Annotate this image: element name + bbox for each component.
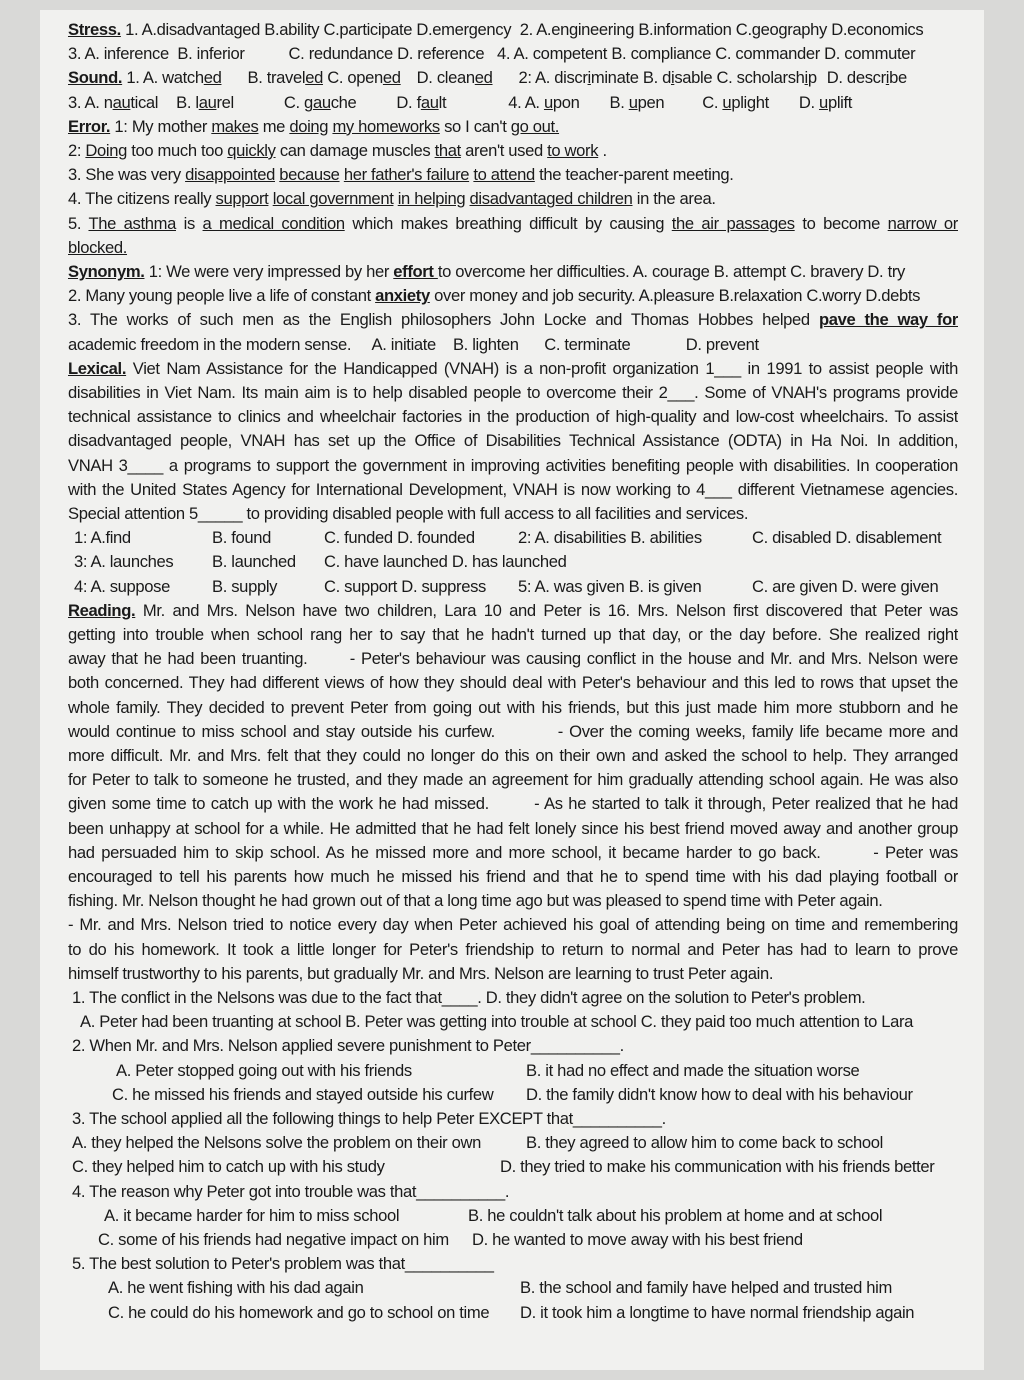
sound-q3-a-rest: tical: [130, 92, 159, 112]
error-s3-u2: because: [279, 165, 340, 185]
reading-line-1: [68, 599, 958, 623]
error-s5-u4: narrow or: [887, 213, 958, 233]
error-s5-u2: a medical condition: [202, 213, 345, 233]
sound-q3-c: C. g: [283, 92, 313, 112]
sound-q4-b-underline: u: [628, 92, 638, 112]
reading-line-10: [68, 817, 958, 841]
question-2: [68, 1034, 958, 1058]
stress-q3b: B. inferior: [177, 44, 245, 64]
question-4-option-d: D. he wanted to move away with his best friend: [472, 1230, 803, 1250]
error-s1-u3: my homeworks: [332, 116, 440, 136]
question-4-option-b: B. he couldn't talk about his problem at home and at school: [468, 1205, 883, 1225]
sound-q3-b-underline: au: [198, 92, 217, 112]
reading-text: had persuaded him to skip school. As he missed more and more school, it became harder to go back. - Peter was: [68, 842, 958, 862]
sound-q2-c-rest: p: [807, 68, 817, 88]
error-s1-u4: go out.: [510, 116, 560, 136]
sound-q2-b-rest: sable: [674, 68, 713, 88]
stress-q2: 2. A.engineering B.information C.geography D.economics: [519, 20, 924, 39]
sound-q3-b: B. l: [176, 92, 199, 112]
lexical-line-5: [68, 454, 958, 478]
question-5: [68, 1252, 958, 1276]
lexical-o4a: 4: A. suppose: [74, 576, 171, 596]
sound-q2-c-underline: i: [804, 68, 808, 88]
lexical-o1a: 1: A.find: [74, 528, 131, 548]
sound-q4-d-underline: u: [819, 92, 828, 112]
synonym-s1-text: 1: We were very impressed by her: [144, 262, 394, 282]
sound-q2-b-underline: i: [670, 68, 675, 88]
sound-q1-d: D. clean: [416, 68, 475, 88]
lexical-text: VNAH 3____ a programs to support the government in improving activities benefiting people with disabilities. In cooperation: [68, 455, 958, 475]
error-s5-text: to become: [794, 213, 888, 233]
error-s2-text: 2:: [68, 141, 86, 161]
sound-q4-a-underline: u: [543, 92, 553, 112]
sound-q1-a-underline: ed: [203, 68, 222, 88]
sound-q4-b: B.: [609, 92, 629, 112]
lexical-o2a: 2: A. disabilities B. abilities: [518, 528, 702, 548]
sound-q4-a: 4. A.: [508, 92, 544, 112]
stress-q4: 4. A. competent B. compliance C. commander D. commuter: [497, 44, 916, 64]
reading-line-7: [68, 744, 958, 768]
error-line-4: [68, 187, 958, 211]
error-s4-u4: disadvantaged children: [469, 189, 633, 209]
question-3-option-a: A. they helped the Nelsons solve the problem on their own: [72, 1133, 481, 1153]
question-3-row-2: [68, 1155, 958, 1179]
synonym-label: Synonym.: [68, 262, 145, 282]
error-line-6: [68, 236, 958, 260]
error-s5-u5: blocked.: [68, 237, 128, 257]
question-2-option-b: B. it had no effect and made the situation worse: [526, 1060, 860, 1080]
synonym-line-1: [68, 260, 958, 284]
sound-q3-a-underline: au: [112, 92, 131, 112]
error-line-5: [68, 212, 958, 236]
error-label: Error.: [68, 116, 111, 136]
lexical-o4b: B. supply: [212, 576, 278, 596]
error-s5-u3: the air passages: [671, 213, 795, 233]
reading-text: whole family. They decided to prevent Peter from going out with his friends, but this just made him more stubborn and he: [68, 697, 958, 717]
reading-line-14: [68, 913, 958, 937]
sound-q4-b-rest: pen: [637, 92, 665, 112]
lexical-line-6: [68, 478, 958, 502]
reading-text: for Peter to talk to someone he trusted, and they made an agreement for him gradually attending school again. He was also: [68, 770, 958, 790]
reading-text: both concerned. They had different views of how they should deal with Peter's behaviour and this led to rows that upset the: [68, 673, 958, 693]
error-s1-text: so I can't: [439, 116, 511, 136]
stress-line-2: [68, 42, 958, 66]
reading-line-16: [68, 962, 958, 986]
sound-q1-b-underline: ed: [305, 68, 323, 88]
sound-line-1: [68, 66, 958, 90]
sound-q2-d-underline: i: [885, 68, 890, 88]
lexical-line-1: [68, 357, 958, 381]
question-5-text: 5. The best solution to Peter's problem was that__________: [72, 1254, 494, 1274]
lexical-options-1: [68, 526, 958, 550]
question-2-option-a: A. Peter stopped going out with his friends: [116, 1060, 412, 1080]
sound-q3-d-rest: lt: [438, 92, 447, 112]
lexical-options-2: [68, 550, 958, 574]
error-s2-text: too much too: [127, 141, 228, 161]
reading-line-6: [68, 720, 958, 744]
sound-q2-a-rest: minate: [590, 68, 639, 88]
question-4-text: 4. The reason why Peter got into trouble was that__________.: [72, 1181, 510, 1201]
error-s4-text: in the area.: [632, 189, 716, 209]
sound-q1-d-underline: ed: [474, 68, 493, 88]
question-2-option-c: C. he missed his friends and stayed outside his curfew: [112, 1084, 494, 1104]
question-4: [68, 1180, 958, 1204]
sound-q1-c-underline: ed: [382, 68, 401, 88]
sound-q1-b: B. travel: [247, 68, 306, 88]
sound-q3-c-underline: au: [312, 92, 331, 112]
reading-label: Reading.: [68, 600, 136, 620]
reading-text: been unhappy at school for a while. He admitted that he had felt lonely since his best friend moved away and another group: [68, 818, 958, 838]
question-3-option-d: D. they tried to make his communication with his friends better: [500, 1157, 935, 1177]
question-5-option-d: D. it took him a longtime to have normal friendship again: [520, 1302, 915, 1322]
sound-label: Sound.: [68, 68, 123, 88]
lexical-options-3: [68, 575, 958, 599]
sound-q3-a: 3. A. n: [68, 92, 113, 112]
lexical-line-7: [68, 502, 958, 526]
reading-line-5: [68, 696, 958, 720]
question-1: [68, 986, 958, 1010]
reading-line-8: [68, 768, 958, 792]
lexical-o3c: C. have launched D. has launched: [324, 552, 567, 572]
question-2-option-d: D. the family didn't know how to deal with his behaviour: [526, 1084, 913, 1104]
reading-line-4: [68, 671, 958, 695]
reading-text: away that he had been truanting. - Peter's behaviour was causing conflict in the house and Mr. and Mrs. Nelson were: [68, 649, 958, 669]
sound-q2-a-underline: i: [587, 68, 591, 88]
sound-q3-d-underline: au: [420, 92, 439, 112]
error-line-2: [68, 139, 958, 163]
sound-line-2: [68, 91, 958, 115]
question-1-text: 1. The conflict in the Nelsons was due to the fact that____. D. they didn't agree on the solution to Peter's problem.: [72, 988, 866, 1008]
question-4-option-a: A. it became harder for him to miss school: [104, 1205, 400, 1225]
question-3-option-c: C. they helped him to catch up with his study: [72, 1157, 385, 1177]
question-2-text: 2. When Mr. and Mrs. Nelson applied severe punishment to Peter__________.: [72, 1036, 624, 1056]
error-s2-text: can damage muscles: [275, 141, 435, 161]
synonym-s2-text: 2. Many young people live a life of constant: [68, 286, 376, 306]
question-4-option-c: C. some of his friends had negative impact on him: [98, 1230, 449, 1250]
error-s2-text: aren't used: [460, 141, 548, 161]
error-s2-u2: quickly: [227, 141, 276, 161]
reading-text: to do his homework. It took a little longer for Peter's friendship to return to normal and Peter has had to learn to prove: [68, 939, 958, 959]
sound-q4-a-rest: pon: [552, 92, 580, 112]
error-s5-text: which makes breathing difficult by causing: [344, 213, 672, 233]
error-s4-u2: local government: [272, 189, 394, 209]
question-4-row-2: [68, 1228, 958, 1252]
sound-q4-d: D.: [798, 92, 820, 112]
lexical-line-3: [68, 405, 958, 429]
synonym-s3-text: 3. The works of such men as the English philosophers John Locke and Thomas Hobbes helped: [68, 310, 819, 330]
reading-text: more difficult. Mr. and Mrs. felt that they could no longer do this on their own and asked the school to help. They arranged: [68, 746, 958, 766]
error-s5-text: 5.: [68, 213, 89, 233]
reading-line-9: [68, 792, 958, 816]
reading-text: would continue to miss school and stay outside his curfew. - Over the coming weeks, family life became more and: [68, 721, 958, 741]
lexical-label: Lexical.: [68, 358, 127, 378]
question-3: [68, 1107, 958, 1131]
question-5-option-a: A. he went fishing with his dad again: [108, 1278, 364, 1298]
lexical-line-2: [68, 381, 958, 405]
error-s3-text: 3. She was very: [68, 165, 186, 185]
error-s3-u4: to attend: [473, 165, 535, 185]
reading-text: given some time to catch up with the work he had missed. - As he started to talk it through, Peter realized that he had: [68, 794, 958, 814]
synonym-s1-options: to overcome her difficulties. A. courage B. attempt C. bravery D. try: [437, 262, 905, 282]
synonym-s3-options: academic freedom in the modern sense. A. initiate B. lighten C. terminate D. prevent: [68, 334, 759, 354]
reading-text: encouraged to tell his parents how much he missed his friend and that he to spend time with his dad playing football or: [68, 867, 958, 887]
sound-q2-b: B. d: [638, 68, 671, 88]
lexical-text: Viet Nam Assistance for the Handicapped (VNAH) is a non-profit organization 1___ in 1991 to assist people with: [126, 358, 958, 378]
error-s1-u1: makes: [211, 116, 259, 136]
question-3-text: 3. The school applied all the following things to help Peter EXCEPT that__________.: [72, 1109, 666, 1129]
lexical-o3b: B. launched: [212, 552, 296, 572]
question-4-row-1: [68, 1204, 958, 1228]
question-5-option-b: B. the school and family have helped and trusted him: [520, 1278, 892, 1298]
sound-q1-a: 1. A. watch: [122, 68, 204, 88]
error-s5-u1: The asthma: [88, 213, 176, 233]
lexical-o5a: 5: A. was given B. is given: [518, 576, 702, 596]
error-s4-u1: support: [215, 189, 269, 209]
stress-line-1: [68, 18, 958, 42]
reading-line-2: [68, 623, 958, 647]
sound-q4-d-rest: plift: [827, 92, 853, 112]
error-s3-u3: her father's failure: [343, 165, 470, 185]
lexical-o4c: C. support D. suppress: [324, 576, 486, 596]
reading-text: fishing. Mr. Nelson thought he had grown out of that a long time ago but was pleased to spend time with Peter again.: [68, 891, 883, 911]
stress-q3c: C. redundance D. reference: [288, 44, 485, 64]
stress-q3a: 3. A. inference: [68, 44, 169, 64]
sound-q1-c: C. open: [322, 68, 383, 88]
sound-q4-c-rest: plight: [731, 92, 769, 112]
reading-text: - Mr. and Mrs. Nelson tried to notice every day when Peter achieved his goal of attending being on time and remembering: [68, 915, 958, 935]
synonym-line-3: [68, 308, 958, 332]
synonym-line-2: [68, 284, 958, 308]
reading-text: getting into trouble when school rang her to say that he hadn't turned up that day, or the day before. She realized right: [68, 625, 958, 645]
question-2-row-2: [68, 1083, 958, 1107]
lexical-line-4: [68, 429, 958, 453]
sound-q3-d: D. f: [396, 92, 421, 112]
lexical-text: disadvantaged people, VNAH has set up the Office of Disabilities Technical Assistance (ODTA) in Ha Noi. In addition,: [68, 431, 958, 451]
synonym-s2-options: over money and job security. A.pleasure B.relaxation C.worry D.debts: [429, 286, 921, 306]
lexical-o1c: C. funded D. founded: [324, 528, 475, 548]
sound-q2-d-rest: be: [889, 68, 907, 88]
synonym-s2-keyword: anxiety: [375, 286, 430, 306]
sound-q3-c-rest: che: [330, 92, 357, 112]
lexical-o2b: C. disabled D. disablement: [752, 528, 942, 548]
error-s5-text: is: [175, 213, 203, 233]
sound-q2-c: C. scholarsh: [712, 68, 805, 88]
synonym-line-4: [68, 333, 958, 357]
synonym-s3-keyword: pave the way for: [818, 310, 958, 330]
reading-text: himself trustworthy to his parents, but gradually Mr. and Mrs. Nelson are learning to trust Peter again.: [68, 963, 774, 983]
lexical-o3a: 3: A. launches: [74, 552, 174, 572]
error-s4-u3: in helping: [397, 189, 466, 209]
reading-line-15: [68, 938, 958, 962]
question-3-option-b: B. they agreed to allow him to come back to school: [526, 1133, 883, 1153]
stress-q1: 1. A.disadvantaged B.ability C.participate D.emergency: [120, 20, 512, 39]
error-s3-text: the teacher-parent meeting.: [534, 165, 734, 185]
sound-q2-d: D. descr: [826, 68, 886, 88]
error-s4-text: 4. The citizens really: [68, 189, 216, 209]
question-1-options-text: A. Peter had been truanting at school B. Peter was getting into trouble at school C. they paid too much attention to Lara: [80, 1012, 914, 1032]
sound-q3-b-rest: rel: [216, 92, 234, 112]
error-line-1: [68, 115, 958, 139]
lexical-o1b: B. found: [212, 528, 272, 548]
sound-q2-a: 2: A. discr: [518, 68, 588, 88]
sound-q4-c: C.: [702, 92, 723, 112]
lexical-text: disabilities in Viet Nam. Its main aim is to help disabled people to overcome their 2___. Some of VNAH's programs provide: [68, 383, 958, 403]
error-s1-text: 1: My mother: [110, 116, 212, 136]
lexical-text: technical assistance to clinics and wheelchair factories in the production of high-quality and low-cost wheelchairs. To assist: [68, 407, 958, 427]
question-5-row-2: [68, 1301, 958, 1325]
reading-line-13: [68, 889, 958, 913]
question-5-row-1: [68, 1276, 958, 1300]
synonym-s1-keyword: effort: [393, 262, 438, 282]
reading-line-3: [68, 647, 958, 671]
error-line-3: [68, 163, 958, 187]
reading-text: Mr. and Mrs. Nelson have two children, Lara 10 and Peter is 16. Mrs. Nelson first discovered that Peter was: [135, 600, 958, 620]
error-s1-text: me: [258, 116, 290, 136]
worksheet-page: [40, 10, 984, 1370]
stress-label: Stress.: [68, 20, 121, 39]
question-5-option-c: C. he could do his homework and go to school on time: [108, 1302, 490, 1322]
error-s2-u1: Doing: [85, 141, 128, 161]
error-s2-u4: to work: [547, 141, 599, 161]
question-3-row-1: [68, 1131, 958, 1155]
error-s2-text: .: [598, 141, 607, 161]
lexical-text: with the United States Agency for International Development, VNAH is now working to 4___ different Vietnamese agencies.: [68, 479, 958, 499]
lexical-o5b: C. are given D. were given: [752, 576, 939, 596]
lexical-text: Special attention 5_____ to providing disabled people with full access to all facilities and services.: [68, 504, 749, 524]
error-s1-u2: doing: [289, 116, 329, 136]
error-s3-u1: disappointed: [185, 165, 275, 185]
question-2-row-1: [68, 1059, 958, 1083]
reading-line-12: [68, 865, 958, 889]
question-1-options: [68, 1010, 958, 1034]
reading-line-11: [68, 841, 958, 865]
error-s2-u3: that: [434, 141, 461, 161]
sound-q4-c-underline: u: [722, 92, 732, 112]
